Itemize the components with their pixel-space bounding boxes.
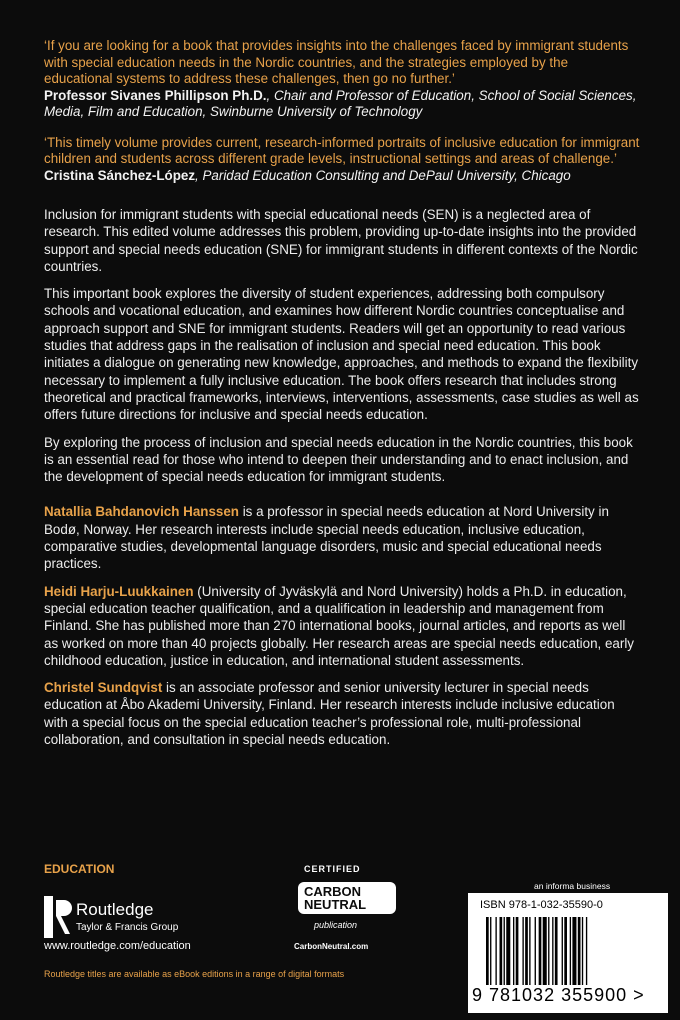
author-bio-3 <box>44 679 640 748</box>
publication-text: publication <box>314 920 358 930</box>
barcode-panel <box>468 893 668 1013</box>
author-bio-text-1: is a professor in special needs education at Nord University in Bodø, Norway. Her research interests include special needs education, inclusive education, comparative studies, developmental language disorders, music and special educational needs practices. <box>44 504 609 572</box>
subject-label: EDUCATION <box>44 862 115 876</box>
author-bio-1 <box>44 503 640 572</box>
carbon-neutral-text: CARBON NEUTRAL <box>298 882 396 914</box>
endorsement-quote-1: ‘If you are looking for a book that provides insights into the challenges faced by immigrant students with special education needs in the Nordic countries, and the strategies employed by the educational systems to address these challenges, then go no further.’ <box>44 38 629 86</box>
publisher-url[interactable]: www.routledge.com/education <box>44 940 191 952</box>
author-bio-text-3: is an associate professor and senior university lecturer in special needs education at Åbo Akademi University, Finland. Her research interests include inclusive education with a special focus on the special education teacher’s professional role, multi-professional collaboration, and consultation in special needs education. <box>44 680 615 748</box>
author-name-1: Natallia Bahdanovich Hanssen <box>44 504 239 520</box>
informa-tagline: an informa business <box>534 881 611 891</box>
carbon-neutral-badge <box>286 860 396 960</box>
ebook-note: Routledge titles are available as eBook editions in a range of digital formats <box>44 969 345 979</box>
endorsement-quote-2: ‘This timely volume provides current, research-informed portraits of inclusive education for immigrant children and students across different grade levels, instructional settings and areas of challenge.’ <box>44 134 640 166</box>
back-cover-text <box>44 38 640 758</box>
description-paragraph-1: Inclusion for immigrant students with special educational needs (SEN) is a neglected area of research. This edited volume addresses this problem, providing up-to-date insights into the provided support and special needs education (SNE) for immigrant students in different contexts of the Nordic countries. <box>44 207 638 274</box>
author-bio-2 <box>44 583 640 669</box>
carbon-neutral-site: CarbonNeutral.com <box>294 942 369 951</box>
certified-text: CERTIFIED <box>304 864 361 874</box>
barcode-icon <box>486 917 656 985</box>
description-paragraph-3: By exploring the process of inclusion and special needs education in the Nordic countries, this book is an essential read for those who intend to deepen their understanding and to enact inclusion, and the development of special needs education for immigrant students. <box>44 434 633 485</box>
endorser-affiliation-1: , Chair and Professor of Education, School of Social Sciences, Media, Film and Education, Swinburne University of Technology <box>44 87 637 119</box>
description-paragraph-2: This important book explores the diversity of student experiences, addressing both compulsory schools and vocational education, and examines how different Nordic countries conceptualise and approach support and SNE for immigrant students. Readers will get an opportunity to read various studies that address gaps in the realisation of inclusion and special need education. This book initiates a dialogue on generating new knowledge, approaches, and methods to expand the flexibility necessary to implement a fully inclusive education. The book offers research that includes strong theoretical and practical frameworks, interviews, interventions, assessments, case studies as well as offers future directions for inclusive and special needs education. <box>44 286 639 423</box>
isbn-text: ISBN 978-1-032-35590-0 <box>480 899 603 911</box>
author-bio-text-2: (University of Jyväskylä and Nord University) holds a Ph.D. in education, special education teacher qualification, and a qualification in leadership and management from Finland. She has published more than 270 international books, journal articles, and reports as well as worked on more than 40 projects globally. Her research areas are special needs education, early childhood education, justice in education, and international student assessments. <box>44 583 635 668</box>
publisher-group: Taylor & Francis Group <box>76 922 179 933</box>
endorsement-attribution-2 <box>44 168 640 185</box>
author-name-2: Heidi Harju-Luukkainen <box>44 583 194 599</box>
endorser-name-1: Professor Sivanes Phillipson Ph.D. <box>44 87 267 103</box>
author-name-3: Christel Sundqvist <box>44 680 163 696</box>
publisher-name: Routledge <box>76 900 154 919</box>
routledge-r-icon <box>44 896 74 938</box>
barcode-number: 9 781032 355900 > <box>472 985 645 1005</box>
endorser-affiliation-2: , Paridad Education Consulting and DePaul University, Chicago <box>195 167 571 183</box>
endorser-name-2: Cristina Sánchez-López <box>44 167 196 183</box>
endorsement-attribution-1 <box>44 88 640 121</box>
